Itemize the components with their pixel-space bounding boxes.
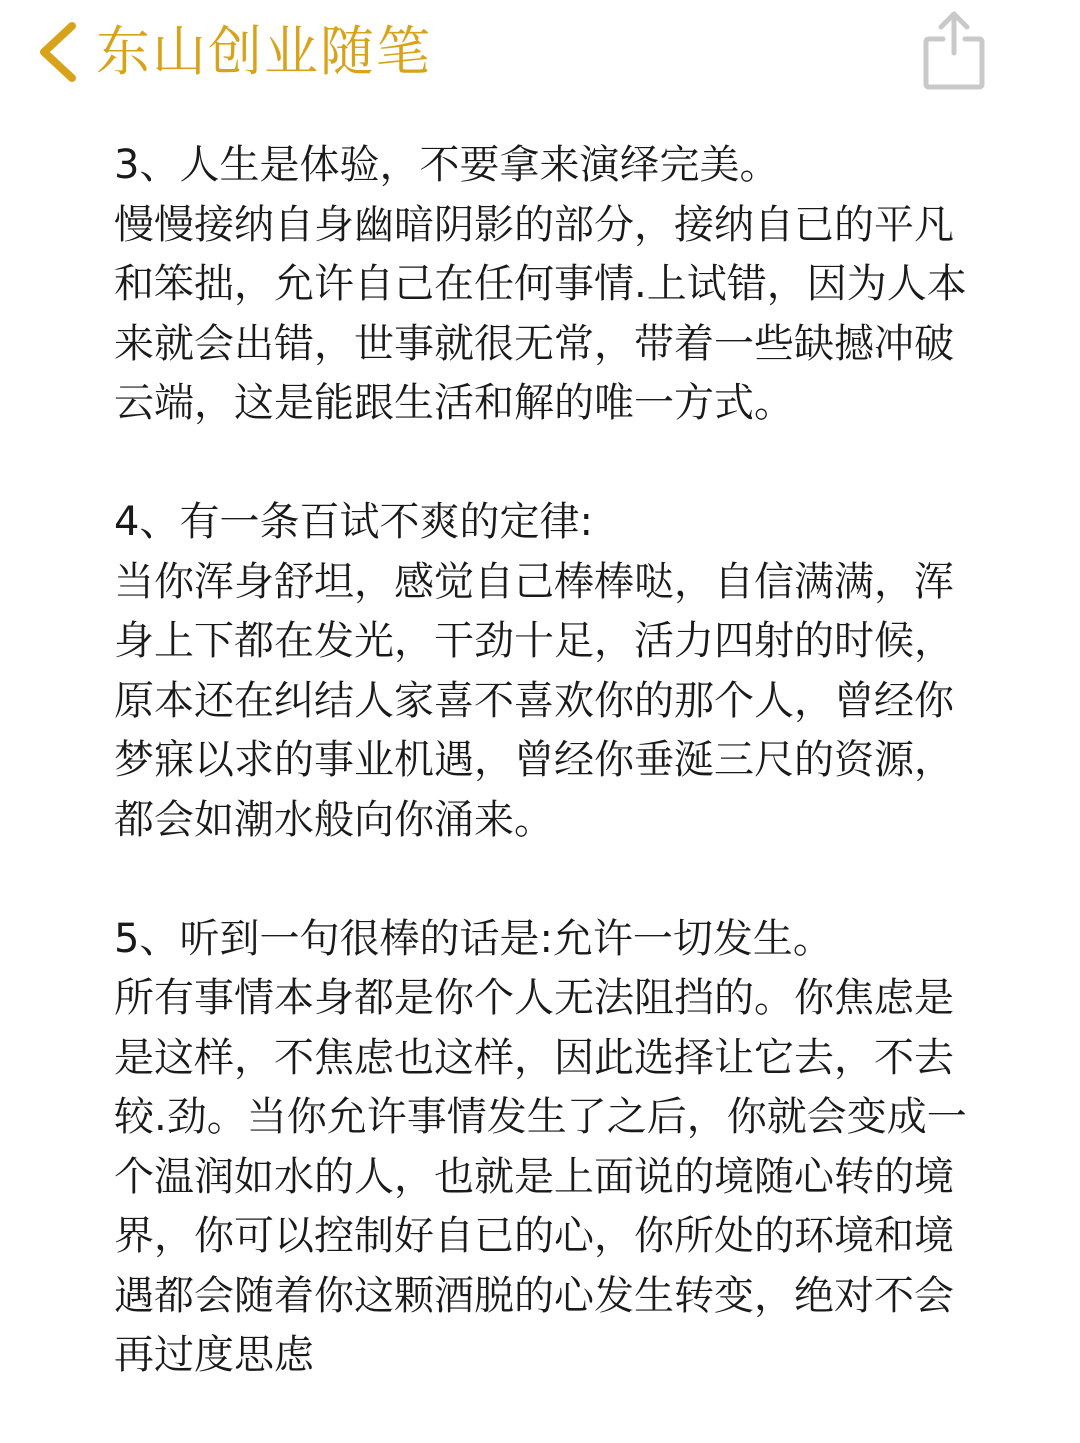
section-paragraph: 所有事情本身都是你个人无法阻挡的。你焦虑是是这样，不焦虑也这样，因此选择让它去，不去较.劲。当你允许事情发生了之后，你就会变成一个温润如水的人，也就是上面说的境随心转的境界，你可以控制好自已的心，你所处的环境和境遇都会随着你这颗酒脱的心发生转变，绝对不会再过度思虑 [114,975,967,1378]
section-heading: 3、人生是体验，不要拿来演绎完美。 [114,142,780,188]
chevron-left-icon [34,20,80,84]
section-paragraph: 当你浑身舒坦，感觉自己棒棒哒，自信满满，浑身上下都在发光，干劲十足，活力四射的时候，原本还在纠结人家喜不喜欢你的那个人，曾经你梦寐以求的事业机遇，曾经你垂涎三尺的资源，都会如潮水般向你涌来。 [114,558,954,843]
note-folder-title[interactable]: 东山创业随笔 [96,20,432,83]
note-section-4 [114,493,984,850]
back-button[interactable] [22,14,92,90]
note-body[interactable] [114,136,984,1386]
share-icon [921,9,987,91]
navigation-bar [0,0,1080,110]
section-heading: 4、有一条百试不爽的定律: [114,499,593,545]
share-button[interactable] [916,6,992,94]
section-paragraph: 慢慢接纳自身幽暗阴影的部分，接纳自已的平凡和笨拙，允许自己在任何事情.上试错，因为人本来就会出错，世事就很无常，带着一些缺撼冲破云端，这是能跟生活和解的唯一方式。 [114,201,967,426]
note-section-5 [114,910,984,1386]
section-heading: 5、听到一句很棒的话是:允许一切发生。 [114,915,833,962]
note-section-3 [114,136,984,434]
